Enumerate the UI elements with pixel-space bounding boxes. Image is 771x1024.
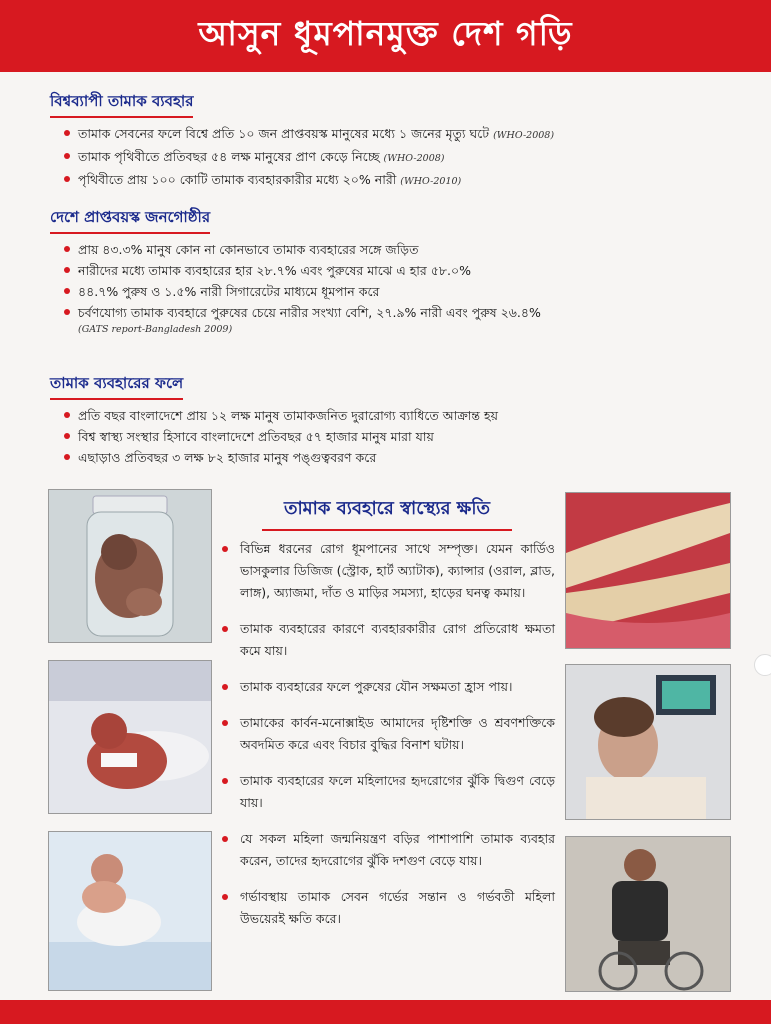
adult-population-title: দেশে প্রাপ্তবয়স্ক জনগোষ্ঠীর bbox=[50, 206, 210, 234]
footer-bar bbox=[0, 1000, 771, 1024]
amputee-man-photo bbox=[565, 836, 731, 992]
list-item: নারীদের মধ্যে তামাক ব্যবহারের হার ২৮.৭% এবং পুরুষের মাঝে এ হার ৫৮.০% bbox=[64, 260, 690, 281]
list-item: প্রতি বছর বাংলাদেশে প্রায় ১২ লক্ষ মানুষ তামাকজনিত দুরারোগ্য ব্যাধিতে আক্রান্ত হয় bbox=[64, 405, 690, 426]
list-item: ৪৪.৭% পুরুষ ও ১.৫% নারী সিগারেটের মাধ্যমে ধূমপান করে bbox=[64, 281, 690, 302]
list-item: চর্বণযোগ্য তামাক ব্যবহারে পুরুষের চেয়ে নারীর সংখ্যা বেশি, ২৭.৯% নারী এবং পুরুষ ২৬.৪% bbox=[64, 302, 690, 323]
citation: (WHO-2008) bbox=[493, 130, 555, 141]
list-item: পৃথিবীতে প্রায় ১০০ কোটি তামাক ব্যবহারকারীর মধ্যে ২০% নারী (WHO-2010) bbox=[64, 169, 690, 192]
effects-title: তামাক ব্যবহারের ফলে bbox=[50, 372, 183, 400]
list-item: প্রায় ৪৩.৩% মানুষ কোন না কোনভাবে তামাক ব্যবহারের সঙ্গে জড়িত bbox=[64, 239, 690, 260]
damaged-teeth-photo bbox=[565, 492, 731, 649]
list-item: তামাক পৃথিবীতে প্রতিবছর ৫৪ লক্ষ মানুষের প্রাণ কেড়ে নিচ্ছে (WHO-2008) bbox=[64, 146, 690, 169]
list-item: তামাক ব্যবহারের ফলে পুরুষের যৌন সক্ষমতা হ্রাস পায়। bbox=[222, 676, 555, 698]
premature-baby-photo bbox=[48, 660, 212, 814]
list-item: তামাক ব্যবহারের কারণে ব্যবহারকারীর রোগ প্রতিরোধ ক্ষমতা কমে যায়। bbox=[222, 618, 555, 662]
page-title: আসুন ধূমপানমুক্ত দেশ গড়ি bbox=[198, 14, 573, 53]
global-use-title: বিশ্বব্যাপী তামাক ব্যবহার bbox=[50, 90, 193, 118]
list-item: বিশ্ব স্বাস্থ্য সংস্থার হিসাবে বাংলাদেশে প্রতিবছর ৫৭ হাজার মানুষ মারা যায় bbox=[64, 426, 690, 447]
citation: (WHO-2008) bbox=[383, 153, 445, 164]
global-use-section bbox=[50, 90, 690, 192]
list-item: তামাকের কার্বন-মনোক্সাইড আমাদের দৃষ্টিশক্তি ও শ্রবণশক্তিকে অবদমিত করে এবং বিচার বুদ্ধির বিনাশ ঘটায়। bbox=[222, 712, 555, 756]
source-note: (GATS report-Bangladesh 2009) bbox=[78, 324, 233, 335]
adult-population-section bbox=[50, 206, 690, 337]
list-item: তামাক ব্যবহারের ফলে মহিলাদের হৃদরোগের ঝুঁকি দ্বিগুণ বেড়ে যায়। bbox=[222, 770, 555, 814]
binder-hole bbox=[754, 654, 771, 676]
list-item: গর্ভাবস্থায় তামাক সেবন গর্ভের সন্তান ও গর্ভবতী মহিলা উভয়েরই ক্ষতি করে। bbox=[222, 886, 555, 930]
hospital-patient-photo bbox=[565, 664, 731, 820]
list-item: যে সকল মহিলা জন্মনিয়ন্ত্রণ বড়ির পাশাপাশি তামাক ব্যবহার করেন, তাদের হৃদরোগের ঝুঁকি দশগুণ বেড়ে যায়। bbox=[222, 828, 555, 872]
header-banner bbox=[0, 0, 771, 72]
fetus-jar-photo bbox=[48, 489, 212, 643]
effects-section bbox=[50, 372, 690, 468]
newborn-incubator-photo bbox=[48, 831, 212, 991]
citation: (WHO-2010) bbox=[400, 176, 462, 187]
list-item: বিভিন্ন ধরনের রোগ ধূমপানের সাথে সম্পৃক্ত। যেমন কার্ডিও ভাসকুলার ডিজিজ (স্ট্রোক, হার্ট অ্যাটাক), ক্যান্সার (ওরাল, ব্লাড, লাঙ্গ), অ্যাজমা, দাঁত ও মাড়ির সমস্যা, হাড়ের ঘনত্ব কমায়। bbox=[222, 538, 555, 604]
health-list bbox=[222, 538, 555, 944]
health-title: তামাক ব্যবহারে স্বাস্থ্যের ক্ষতি bbox=[262, 494, 512, 531]
list-item: এছাড়াও প্রতিবছর ৩ লক্ষ ৮২ হাজার মানুষ পঙ্গুত্ববরণ করে bbox=[64, 447, 690, 468]
list-item: তামাক সেবনের ফলে বিশ্বে প্রতি ১০ জন প্রাপ্তবয়স্ক মানুষের মধ্যে ১ জনের মৃত্যু ঘটে (WHO-2008) bbox=[64, 123, 690, 146]
